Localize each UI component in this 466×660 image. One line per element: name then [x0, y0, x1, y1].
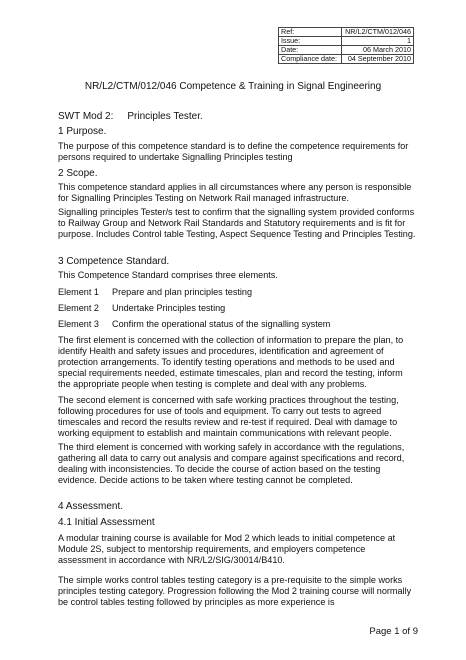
element-text-1: The first element is concerned with the collection of information to prepare the plan, to identify Health and safety issues and procedures, identification and agreement of protection arrangements. To identify testing operations and methods to be used and special requirements needed, estimate timescales, plan and record the testing, inform the appropriate people when testing is complete and deal with any problems. — [58, 335, 404, 389]
ref-key: Ref: — [279, 28, 342, 37]
element-paragraph-3 — [58, 442, 416, 486]
page-number: Page 1 of 9 — [369, 626, 418, 637]
ref-value: NR/L2/CTM/012/046 — [342, 28, 414, 37]
scope-text-1: This competence standard applies in all circumstances where any person is responsible for Signalling Principles Testing on Network Rail managed infrastructure. — [58, 182, 412, 203]
element-label: Element 3 — [58, 319, 99, 329]
scope-paragraph-1 — [58, 182, 416, 204]
initial-text-1: A modular training course is available for Mod 2 which leads to initial competence at Module 2S, subject to mentorship requirements, and employers competence assessment in accordance with NR/L2/SIG/30014/B410. — [58, 533, 396, 565]
purpose-paragraph — [58, 141, 416, 163]
element-paragraph-1 — [58, 335, 416, 390]
issue-value: 1 — [342, 37, 414, 46]
reference-table — [278, 27, 414, 64]
initial-text-2: The simple works control tables testing category is a pre-requisite to the simple works principles testing category. Progression following the Mod 2 training course will normally be control tables testing followed by principles as more experience is — [58, 575, 412, 607]
element-row-1 — [58, 287, 252, 298]
element-label: Element 2 — [58, 303, 99, 313]
element-row-2 — [58, 303, 225, 314]
scope-heading: 2 Scope. — [58, 168, 98, 179]
standard-intro — [58, 270, 416, 281]
compliance-date-key: Compliance date: — [279, 55, 342, 64]
assessment-heading: 4 Assessment. — [58, 501, 124, 512]
purpose-heading: 1 Purpose. — [58, 126, 107, 137]
initial-paragraph-2 — [58, 575, 416, 608]
element-text: Confirm the operational status of the signalling system — [112, 319, 331, 329]
issue-key: Issue: — [279, 37, 342, 46]
scope-text-2: Signalling principles Tester/s test to confirm that the signalling system provided conforms to Railway Group and Network Rail Standards and Statutory requirements and is fit for purpose. Includes Control table Testing, Aspect Sequence Testing and Principles Testing. — [58, 207, 416, 239]
initial-paragraph-1 — [58, 533, 416, 566]
compliance-date-value: 04 September 2010 — [342, 55, 414, 64]
module-name: Principles Tester. — [127, 111, 203, 122]
module-code: SWT Mod 2: — [58, 111, 114, 122]
element-paragraph-2 — [58, 395, 416, 439]
element-row-3 — [58, 319, 330, 330]
initial-assessment-heading: 4.1 Initial Assessment — [58, 517, 155, 528]
element-text: Prepare and plan principles testing — [112, 287, 253, 297]
purpose-text: The purpose of this competence standard is to define the competence requirements for persons required to undertake Signalling Principles testing — [58, 141, 409, 162]
element-text-3: The third element is concerned with working safely in accordance with the regulations, gathering all data to carry out analysis and compare against specifications and record, dealing with inconsistencies. To decide the course of action based on the testing evidence. Decide actions to be taken where testing cannot be completed. — [58, 442, 405, 485]
element-label: Element 1 — [58, 287, 99, 297]
element-text: Undertake Principles testing — [112, 303, 226, 313]
standard-intro-text: This Competence Standard comprises three elements. — [58, 270, 278, 280]
element-text-2: The second element is concerned with safe working practices throughout the testing, following procedures for use of tools and equipment. To carry out tests to agreed timescales and record the results review and re-test if required. Deal with damage to working equipment to establish and maintain communications with relevant people. — [58, 395, 399, 438]
standard-heading: 3 Competence Standard. — [58, 256, 170, 267]
date-key: Date: — [279, 46, 342, 55]
compliance-date-row — [279, 55, 414, 64]
document-title: NR/L2/CTM/012/046 Competence & Training in Signal Engineering — [84, 81, 382, 92]
module-heading — [58, 110, 203, 123]
date-value: 06 March 2010 — [342, 46, 414, 55]
scope-paragraph-2 — [58, 207, 416, 240]
